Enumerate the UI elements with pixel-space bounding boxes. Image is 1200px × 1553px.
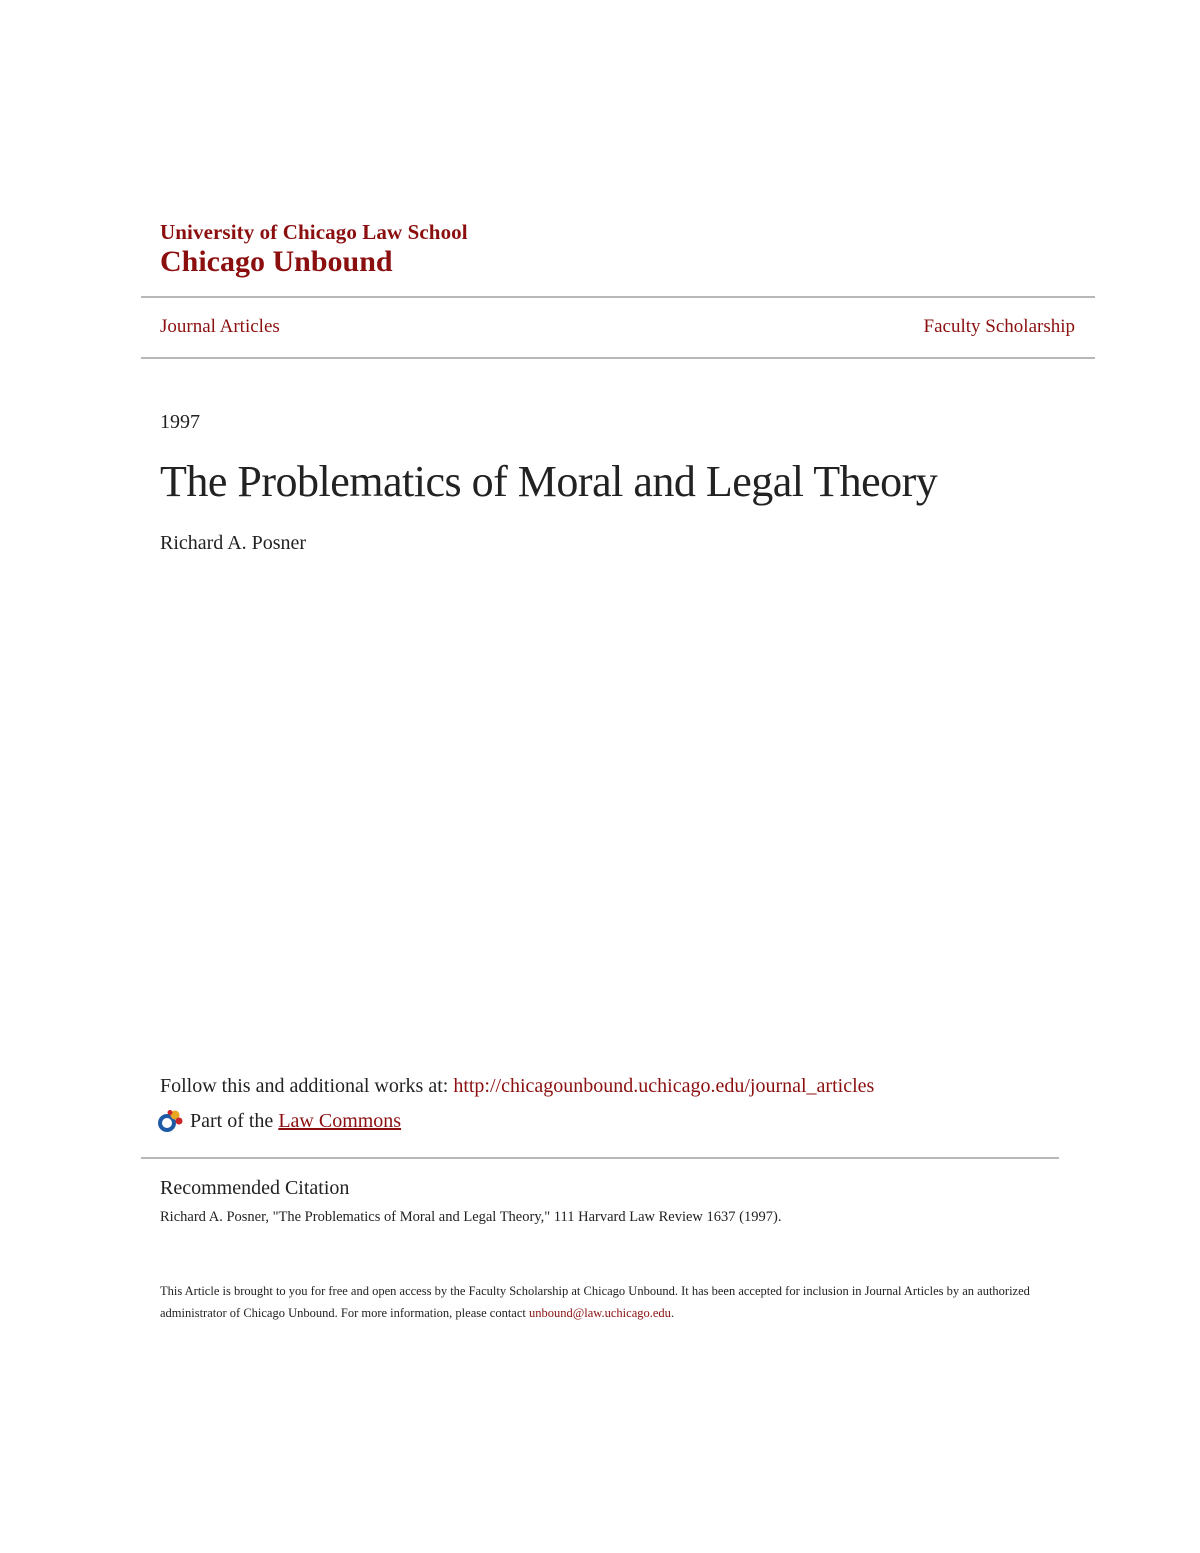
follow-line [160, 1075, 874, 1098]
nav-divider [141, 357, 1095, 359]
part-of-label: Part of the [190, 1109, 274, 1132]
citation-heading: Recommended Citation [160, 1177, 350, 1199]
faculty-scholarship-link[interactable]: Faculty Scholarship [923, 316, 1075, 337]
publication-year: 1997 [160, 411, 200, 433]
citation-text: Richard A. Posner, "The Problematics of Moral and Legal Theory," 111 Harvard Law Review 1637 (1997). [160, 1209, 782, 1225]
journal-articles-link[interactable]: Journal Articles [160, 316, 280, 337]
institution-name: University of Chicago Law School [160, 220, 468, 244]
access-note [160, 1280, 1040, 1324]
part-of-line [158, 1108, 401, 1134]
commons-network-icon [158, 1108, 184, 1134]
access-note-end: . [670, 1306, 675, 1320]
repository-name: Chicago Unbound [160, 245, 393, 278]
contact-email-link[interactable]: unbound@law.uchicago.edu [529, 1306, 671, 1320]
header-divider [141, 296, 1095, 298]
article-author: Richard A. Posner [160, 532, 307, 554]
law-commons-link[interactable]: Law Commons [278, 1109, 402, 1132]
journal-articles-url-link[interactable]: http://chicagounbound.uchicago.edu/journal_articles [453, 1075, 875, 1097]
follow-label: Follow this and additional works at: [160, 1075, 449, 1097]
article-title: The Problematics of Moral and Legal Theory [160, 457, 938, 506]
citation-divider [141, 1157, 1059, 1159]
access-note-text: This Article is brought to you for free and open access by the Faculty Scholarship at Chicago Unbound. It has been accepted for inclusion in Journal Articles by an authorized administrator of Chicago Unbound. For more information, please contact [160, 1284, 1030, 1320]
